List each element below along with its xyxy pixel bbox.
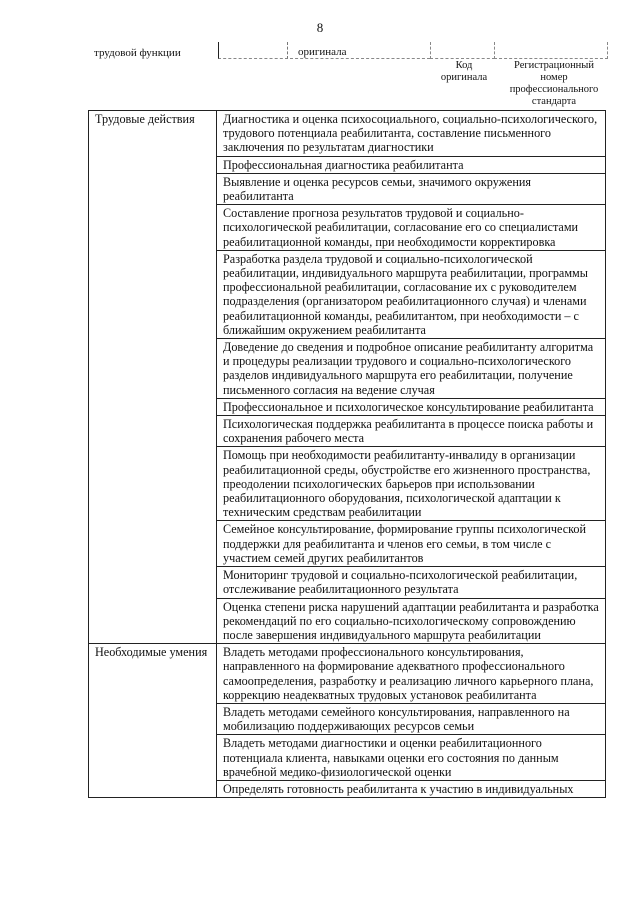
document-header xyxy=(0,40,640,110)
table-cell: Психологическая поддержка реабилитанта в процессе поиска работы и сохранения рабочего места xyxy=(217,416,606,447)
function-label: трудовой функции xyxy=(94,47,181,59)
code-caption xyxy=(432,60,496,84)
table-cell: Диагностика и оценка психосоциального, социально-психологического, трудового потенциала реабилитанта, составление письменного заключения по результатам диагностики xyxy=(217,111,606,157)
registration-caption-line: номер xyxy=(540,72,568,83)
table-cell: Владеть методами семейного консультирования, направленного на мобилизацию поддерживающих ресурсов семьи xyxy=(217,703,606,734)
page-number: 8 xyxy=(316,20,324,35)
registration-caption-line: Регистрационный xyxy=(514,60,594,71)
registration-caption xyxy=(498,60,610,108)
original-label: оригинала xyxy=(298,46,347,58)
table-row xyxy=(89,644,606,704)
header-cell-empty xyxy=(218,42,288,59)
code-caption-line: Код xyxy=(455,60,473,71)
header-cell-registration xyxy=(494,42,608,59)
table-cell: Профессиональная диагностика реабилитанта xyxy=(217,156,606,173)
table-cell: Мониторинг трудовой и социально-психологической реабилитации, отслеживание реабилитационного результата xyxy=(217,567,606,598)
table-cell: Владеть методами диагностики и оценки реабилитационного потенциала клиента, навыками оценки его состояния по данным врачебной медико-физиологической оценки xyxy=(217,735,606,781)
table-cell: Составление прогноза результатов трудовой и социально-психологической реабилитации, согласование его со специалистами реабилитационной команды, при необходимости корректировка xyxy=(217,205,606,251)
table-cell: Владеть методами профессионального консультирования, направленного на формирование адекватного профессионального самоопределения, разработку и реализацию личного карьерного плана, коррекцию неадекватных трудовых установок реабилитанта xyxy=(217,644,606,704)
section-label: Трудовые действия xyxy=(89,111,217,644)
table-cell: Определять готовность реабилитанта к участию в индивидуальных xyxy=(217,780,606,797)
table-cell: Выявление и оценка ресурсов семьи, значимого окружения реабилитанта xyxy=(217,173,606,204)
code-caption-line: оригинала xyxy=(440,72,488,83)
table-cell: Разработка раздела трудовой и социально-психологической реабилитации, индивидуального маршрута реабилитации, программы профессиональной реабилитации, согласование их с руководителем подразделения (организатором реабилитационного случая) и членами реабилитационной команды, реабилитантом, при необходимости – с ближайшим окружением реабилитанта xyxy=(217,250,606,338)
standard-table xyxy=(88,110,606,798)
table-cell: Оценка степени риска нарушений адаптации реабилитанта и разработка рекомендаций по его социально-психологическому сопровождению после завершения индивидуального маршрута реабилитации xyxy=(217,598,606,644)
section-label: Необходимые умения xyxy=(89,644,217,798)
table-row xyxy=(89,111,606,157)
table-cell: Помощь при необходимости реабилитанту-инвалиду в организации реабилитационной среды, обустройстве его жизненного пространства, преодолении психологических барьеров при использовании реабилитационного оборудования, психологической адаптации к техническим средствам реабилитации xyxy=(217,447,606,521)
table-cell: Доведение до сведения и подробное описание реабилитанту алгоритма и процедуры реализации трудового и социально-психологического разделов индивидуального маршрута его реабилитации, получение письменного согласия на ведение случая xyxy=(217,339,606,399)
registration-caption-line: стандарта xyxy=(531,96,577,107)
table-cell: Профессиональное и психологическое консультирование реабилитанта xyxy=(217,398,606,415)
table-cell: Семейное консультирование, формирование группы психологической поддержки для реабилитанта и членов его семьи, в том числе с участием семей других реабилитантов xyxy=(217,521,606,567)
header-cell-code xyxy=(430,42,495,59)
registration-caption-line: профессионального xyxy=(509,84,599,95)
